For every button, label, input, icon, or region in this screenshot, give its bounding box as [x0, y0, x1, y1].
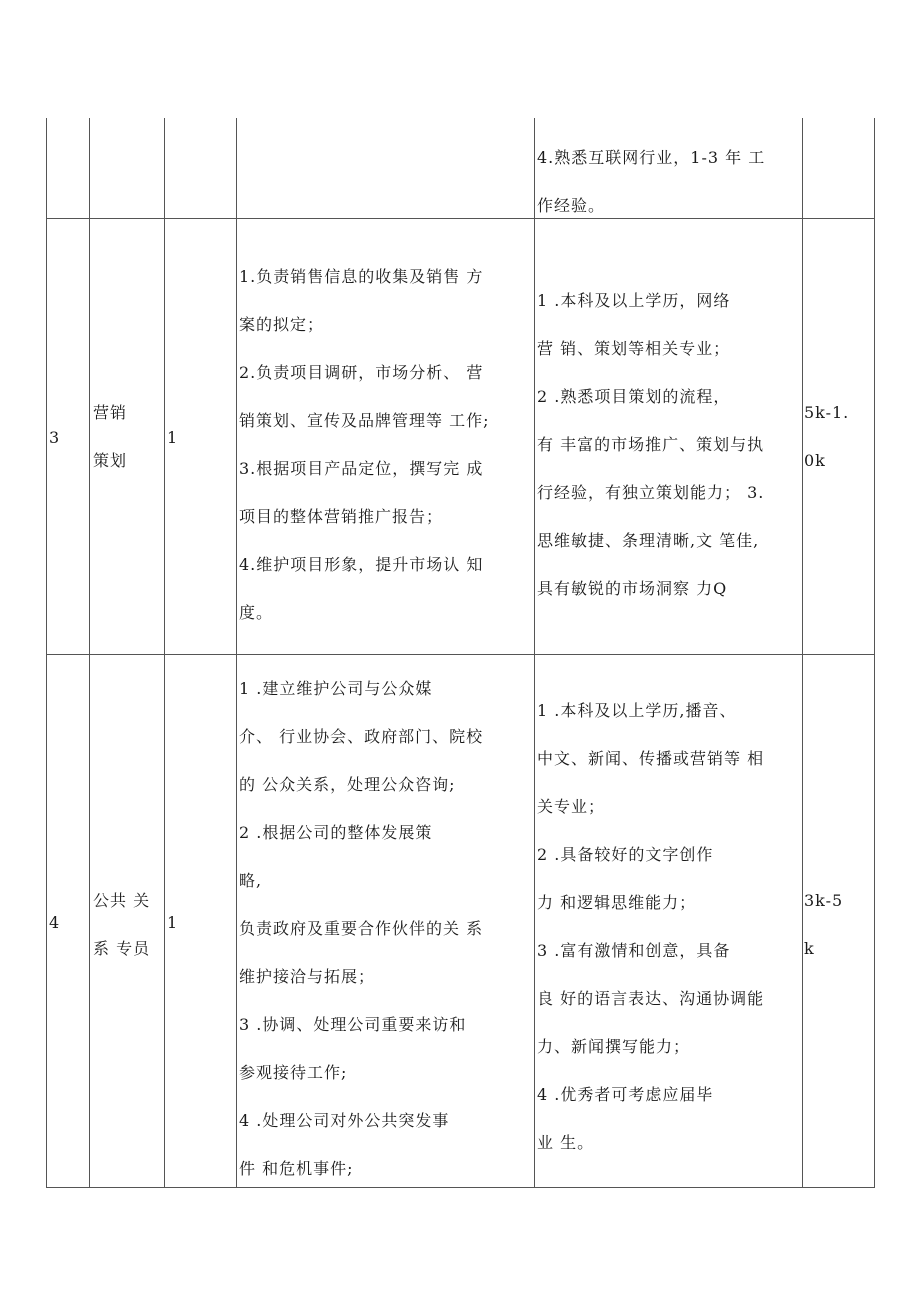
duties-cell: 1 .建立维护公司与公众媒 介、 行业协会、政府部门、院校 的 公众关系，处理公众咨询; 2 .根据公司的整体发展策 略, 负责政府及重要合作伙伴的关 系 维护接洽与拓展； 3 .协调、处理公司重要来访和 参观接待工作; 4 .处理公司对外公共突发事 件 和危机事件; [239, 679, 484, 1178]
salary-cell: 5k-1. 0k [804, 403, 850, 470]
requirements-cell: 1 .本科及以上学历,播音、 中文、新闻、传播或营销等 相 关专业； 2 .具备较好的文字创作 力 和逻辑思维能力； 3 .富有激情和创意，具备 良 好的语言表达、沟通协调能 力、新闻撰写能力； 4 .优秀者可考虑应届毕 业 生。 [537, 701, 765, 1152]
row-number-cell: 4 [49, 913, 61, 932]
duties-cell: 1.负责销售信息的收集及销售 方 案的拟定； 2.负责项目调研，市场分析、 营 销策划、宣传及品牌管理等 工作; 3.根据项目产品定位，撰写完 成 项目的整体营销推广报告； 4.维护项目形象，提升市场认 知 度。 [239, 267, 490, 622]
salary-cell: 3k-5 k [804, 891, 844, 958]
row-number-cell: 3 [49, 428, 61, 447]
headcount-cell: 1 [167, 428, 179, 447]
headcount-cell: 1 [167, 913, 179, 932]
table-row [46, 118, 875, 218]
position-cell: 营销 策划 [93, 403, 128, 470]
requirements-cell: 1 .本科及以上学历，网络 营 销、策划等相关专业； 2 .熟悉项目策划的流程， 有 丰富的市场推广、策划与执 行经验，有独立策划能力； 3. 思维敏捷、条理清晰,文 笔佳, 具有敏锐的市场洞察 力Q [537, 291, 765, 598]
job-table [46, 118, 875, 1188]
table-row [46, 654, 875, 1188]
requirements-cell: 4.熟悉互联网行业，1-3 年 工 作经验。 [537, 148, 766, 215]
position-cell: 公共 关 系 专员 [93, 891, 151, 958]
table-row [46, 218, 875, 654]
